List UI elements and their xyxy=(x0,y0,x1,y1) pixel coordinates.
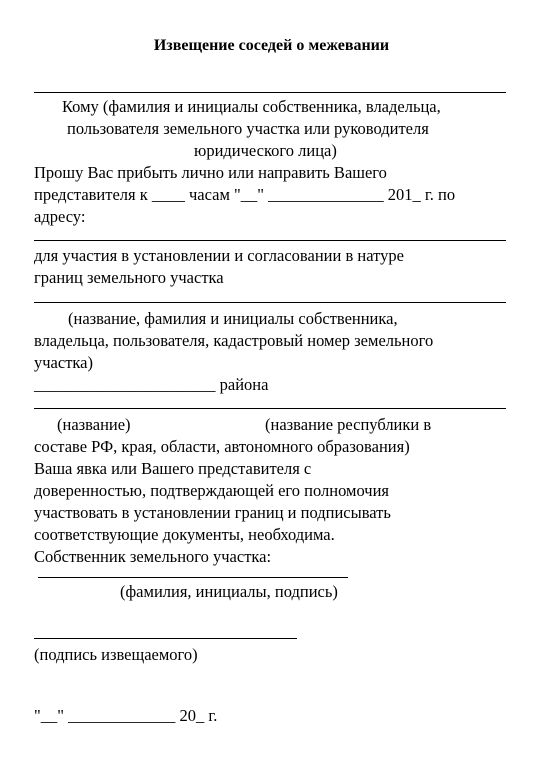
owner-signature-caption: (фамилия, инициалы, подпись) xyxy=(120,582,338,601)
region-line-2: составе РФ, края, области, автономного образования) xyxy=(34,437,410,456)
document-title: Извещение соседей о межевании xyxy=(153,37,390,54)
recipient-line-1: Кому (фамилия и инициалы собственника, владельца, xyxy=(62,97,441,116)
region-name-label: (название) xyxy=(57,415,131,434)
date-line: "__" _____________ 20_ г. xyxy=(34,706,218,725)
request-line-3: адресу: xyxy=(34,207,86,226)
district-line: ______________________ района xyxy=(34,375,269,394)
owner-label: Собственник земельного участка: xyxy=(34,547,272,566)
purpose-line-1: для участия в установлении и согласовании в натуре xyxy=(34,246,404,265)
attendance-line-3: участвовать в установлении границ и подписывать xyxy=(34,503,391,522)
request-line-1: Прошу Вас прибыть лично или направить Вашего xyxy=(34,163,387,182)
owner-signature-line xyxy=(38,577,348,578)
region-fill-line xyxy=(34,408,506,409)
parcel-line-2: владельца, пользователя, кадастровый номер земельного xyxy=(34,331,434,350)
recipient-line-2: пользователя земельного участка или руководителя xyxy=(67,119,429,138)
attendance-line-4: соответствующие документы, необходима. xyxy=(34,525,335,544)
recipient-signature-line xyxy=(34,638,297,639)
request-line-2: представителя к ____ часам "__" ______________ 201_ г. по xyxy=(34,185,456,204)
address-line xyxy=(34,92,506,93)
attendance-line-2: доверенностью, подтверждающей его полномочия xyxy=(34,481,389,500)
address-fill-line xyxy=(34,240,506,241)
parcel-line-3: участка) xyxy=(34,353,93,372)
region-line-1: (название республики в xyxy=(265,415,432,434)
recipient-signature-caption: (подпись извещаемого) xyxy=(34,645,198,664)
parcel-fill-line xyxy=(34,302,506,303)
recipient-line-3: юридического лица) xyxy=(194,141,337,160)
parcel-line-1: (название, фамилия и инициалы собственника, xyxy=(68,309,398,328)
purpose-line-2: границ земельного участка xyxy=(34,268,224,287)
attendance-line-1: Ваша явка или Вашего представителя с xyxy=(34,459,312,478)
